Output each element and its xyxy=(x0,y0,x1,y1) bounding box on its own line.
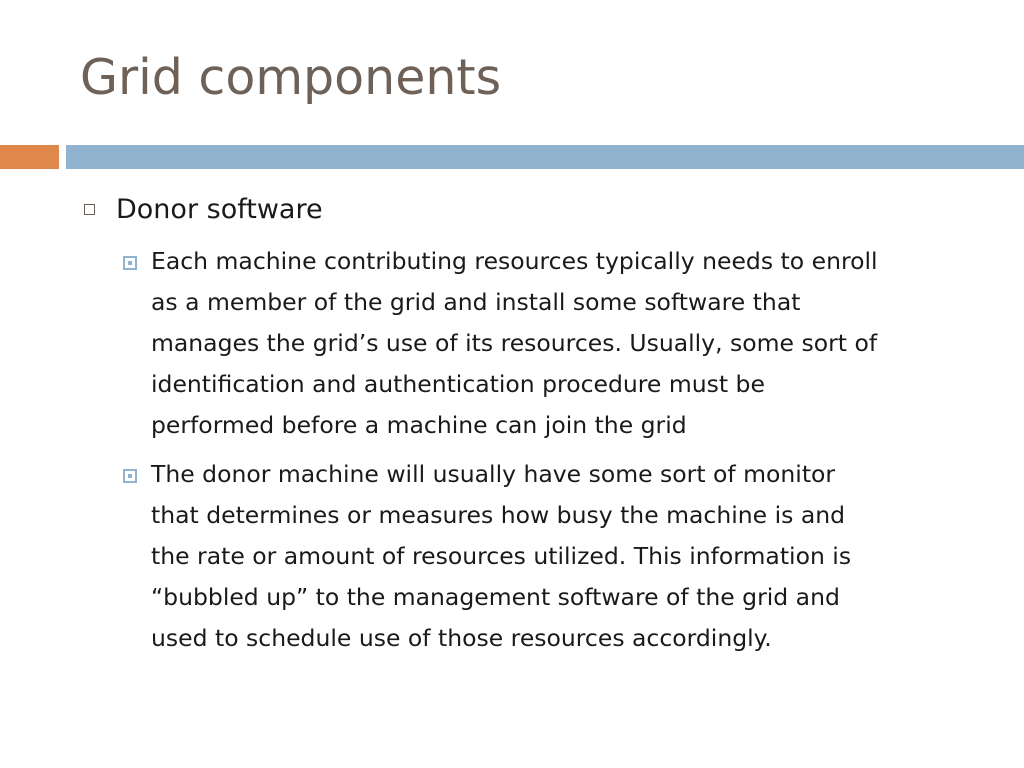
text-line: “bubbled up” to the management software of the grid and xyxy=(151,583,840,611)
text-line: that determines or measures how busy the machine is and xyxy=(151,501,846,529)
text-line: performed before a machine can join the grid xyxy=(151,411,687,439)
slide-title: Grid components xyxy=(80,49,502,106)
text-line: identification and authentication procedure must be xyxy=(151,370,765,398)
text-line: The donor machine will usually have some sort of monitor xyxy=(151,460,836,488)
text-line: the rate or amount of resources utilized. This information is xyxy=(151,542,852,570)
hollow-square-icon xyxy=(84,204,95,215)
title-underline-bar xyxy=(66,145,1024,169)
text-line: as a member of the grid and install some software that xyxy=(151,288,801,316)
square-in-square-icon xyxy=(123,469,137,483)
square-in-square-icon xyxy=(123,256,137,270)
text-line: manages the grid’s use of its resources. Usually, some sort of xyxy=(151,329,878,357)
bullet-donor-software: Donor software xyxy=(116,194,323,225)
text-line: used to schedule use of those resources accordingly. xyxy=(151,624,772,652)
text-line: Each machine contributing resources typically needs to enroll xyxy=(151,247,878,275)
accent-bar xyxy=(0,145,59,169)
sub-bullet-monitor xyxy=(151,454,981,659)
sub-bullet-enroll xyxy=(151,241,981,446)
